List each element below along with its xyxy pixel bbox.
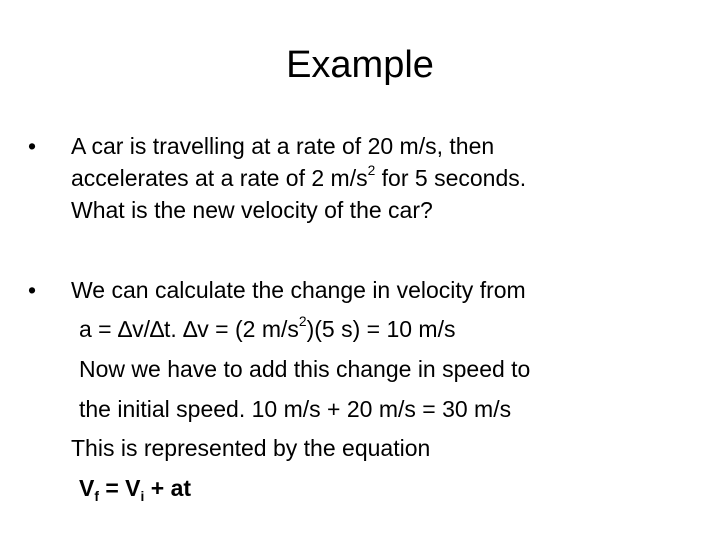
bullet2-line-2-rest: )(5 s) = 10 m/s — [306, 316, 456, 342]
bullet-marker-2: • — [28, 277, 37, 303]
equation-mid: = V — [98, 475, 141, 501]
bullet2-line-5: This is represented by the equation — [71, 435, 431, 461]
equation-v: V — [79, 475, 95, 501]
bullet2-line-1: We can calculate the change in velocity from — [71, 277, 526, 303]
bullet1-line-3: What is the new velocity of the car? — [71, 197, 433, 223]
bullet1-line-1: A car is travelling at a rate of 20 m/s, then — [71, 133, 495, 159]
bullet1-line-2-text: accelerates at a rate of 2 m/s — [71, 165, 368, 191]
bullet1-line-2 — [71, 163, 526, 193]
bullet1-superscript: 2 — [367, 162, 376, 178]
bullet2-line-2-text: a = ∆v/∆t. ∆v = (2 m/s — [79, 316, 299, 342]
bullet1-line-2-rest: for 5 seconds. — [375, 165, 527, 191]
bullet2-line-2 — [79, 314, 455, 344]
bullet2-line-4: the initial speed. 10 m/s + 20 m/s = 30 m/s — [79, 396, 512, 422]
slide-title: Example — [286, 44, 434, 86]
bullet-marker-1: • — [28, 133, 37, 159]
equation-end: + at — [144, 475, 192, 501]
velocity-equation — [79, 473, 191, 503]
equation-sub-f: f — [94, 488, 99, 504]
bullet2-superscript: 2 — [298, 313, 307, 329]
equation-sub-i: i — [140, 488, 145, 504]
bullet2-line-3: Now we have to add this change in speed to — [79, 356, 531, 382]
